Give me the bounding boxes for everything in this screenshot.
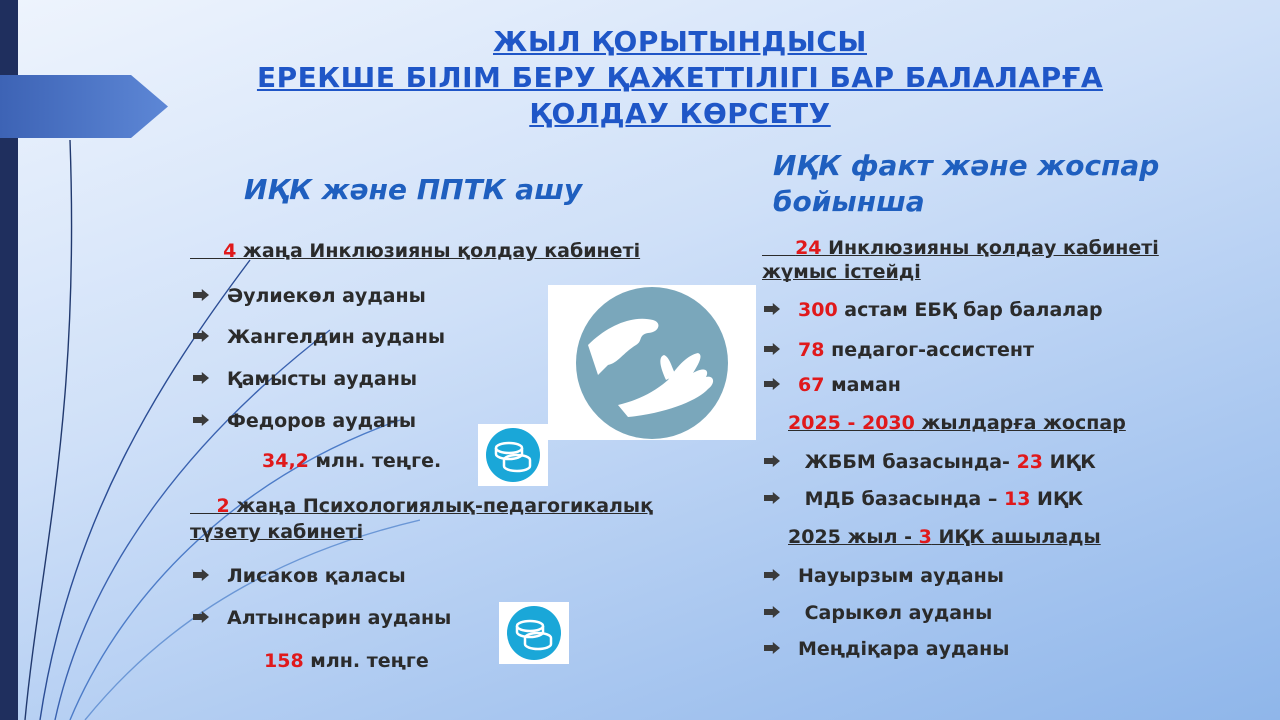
left-ik-label: жаңа Инклюзияны қолдау кабинеті: [236, 240, 641, 262]
plan-heading: [788, 411, 1126, 435]
left-heading: ИҚК және ППТК ашу: [244, 173, 583, 206]
list-item: 67 маман: [764, 373, 901, 397]
list-item: МДБ базасында – 13 ИҚК: [764, 487, 1083, 511]
arrow-bullet-icon: [193, 289, 209, 301]
amount-1-unit: млн. теңге.: [308, 450, 442, 472]
list-item: Науырзым ауданы: [764, 564, 1004, 588]
arrow-bullet-icon: [764, 606, 780, 618]
arrow-bullet-icon: [193, 372, 209, 384]
left-amount-2: [264, 649, 429, 673]
right-ik-count: 24: [795, 237, 822, 259]
coins-image-2: [499, 602, 569, 664]
arrow-bullet-icon: [764, 455, 780, 467]
title-line-3: ҚОЛДАУ КӨРСЕТУ: [529, 97, 831, 130]
title-line-1: ЖЫЛ ҚОРЫТЫНДЫСЫ: [493, 25, 867, 58]
right-ik-line: [762, 236, 1159, 260]
arrow-bullet-icon: [193, 569, 209, 581]
open-heading: [788, 525, 1101, 549]
arrow-bullet-icon: [193, 330, 209, 342]
hands-image: [548, 285, 756, 440]
plan-years: 2025 - 2030: [788, 412, 915, 434]
list-item: Әулиекөл ауданы: [193, 284, 426, 308]
arrow-bullet-icon: [764, 642, 780, 654]
arrow-bullet-icon: [193, 611, 209, 623]
list-item: Меңдіқара ауданы: [764, 637, 1009, 661]
arrow-bullet-icon: [764, 343, 780, 355]
list-item: Қамысты ауданы: [193, 367, 417, 391]
list-item: Федоров ауданы: [193, 409, 416, 433]
arrow-bullet-icon: [193, 414, 209, 426]
amount-2-unit: млн. теңге: [303, 650, 429, 672]
arrow-bullet-icon: [764, 378, 780, 390]
left-pptk-count: 2: [216, 495, 230, 517]
page-title: [200, 24, 1160, 132]
open-prefix: 2025 жыл -: [788, 526, 919, 548]
list-item: ЖББМ базасында- 23 ИҚК: [764, 450, 1096, 474]
list-item: 300 астам ЕБҚ бар балалар: [764, 298, 1103, 322]
coins-icon: [484, 426, 542, 484]
coins-image-1: [478, 424, 548, 486]
list-item: Лисаков қаласы: [193, 564, 406, 588]
arrow-bullet-icon: [764, 303, 780, 315]
left-ik-count: 4: [223, 240, 237, 262]
title-line-2: ЕРЕКШЕ БІЛІМ БЕРУ ҚАЖЕТТІЛІГІ БАР БАЛАЛАРҒА: [256, 61, 1104, 94]
arrow-bullet-icon: [764, 569, 780, 581]
amount-1-value: 34,2: [262, 450, 309, 472]
right-ik-label-2: жұмыс істейді: [762, 261, 921, 283]
plan-label: жылдарға жоспар: [914, 412, 1126, 434]
list-item: Алтынсарин ауданы: [193, 606, 451, 630]
right-ik-label-1: Инклюзияны қолдау кабинеті: [821, 237, 1159, 259]
arrow-bullet-icon: [764, 492, 780, 504]
list-item: 78 педагог-ассистент: [764, 338, 1034, 362]
left-pptk-label-2: түзету кабинеті: [190, 521, 364, 543]
open-suffix: ИҚК ашылады: [931, 526, 1101, 548]
left-amount-1: [262, 449, 441, 473]
amount-2-value: 158: [264, 650, 304, 672]
list-item: Жангелдин ауданы: [193, 325, 445, 349]
coins-icon: [505, 604, 563, 662]
list-item: Сарыкөл ауданы: [764, 601, 992, 625]
hands-icon: [548, 285, 756, 440]
left-pptk-line: [190, 494, 653, 518]
left-ik-line: [190, 239, 640, 263]
open-value: 3: [918, 526, 932, 548]
left-pptk-label-1: жаңа Психологиялық-педагогикалық: [229, 495, 654, 517]
right-heading: ИҚК факт және жоспар бойынша: [773, 149, 1160, 218]
